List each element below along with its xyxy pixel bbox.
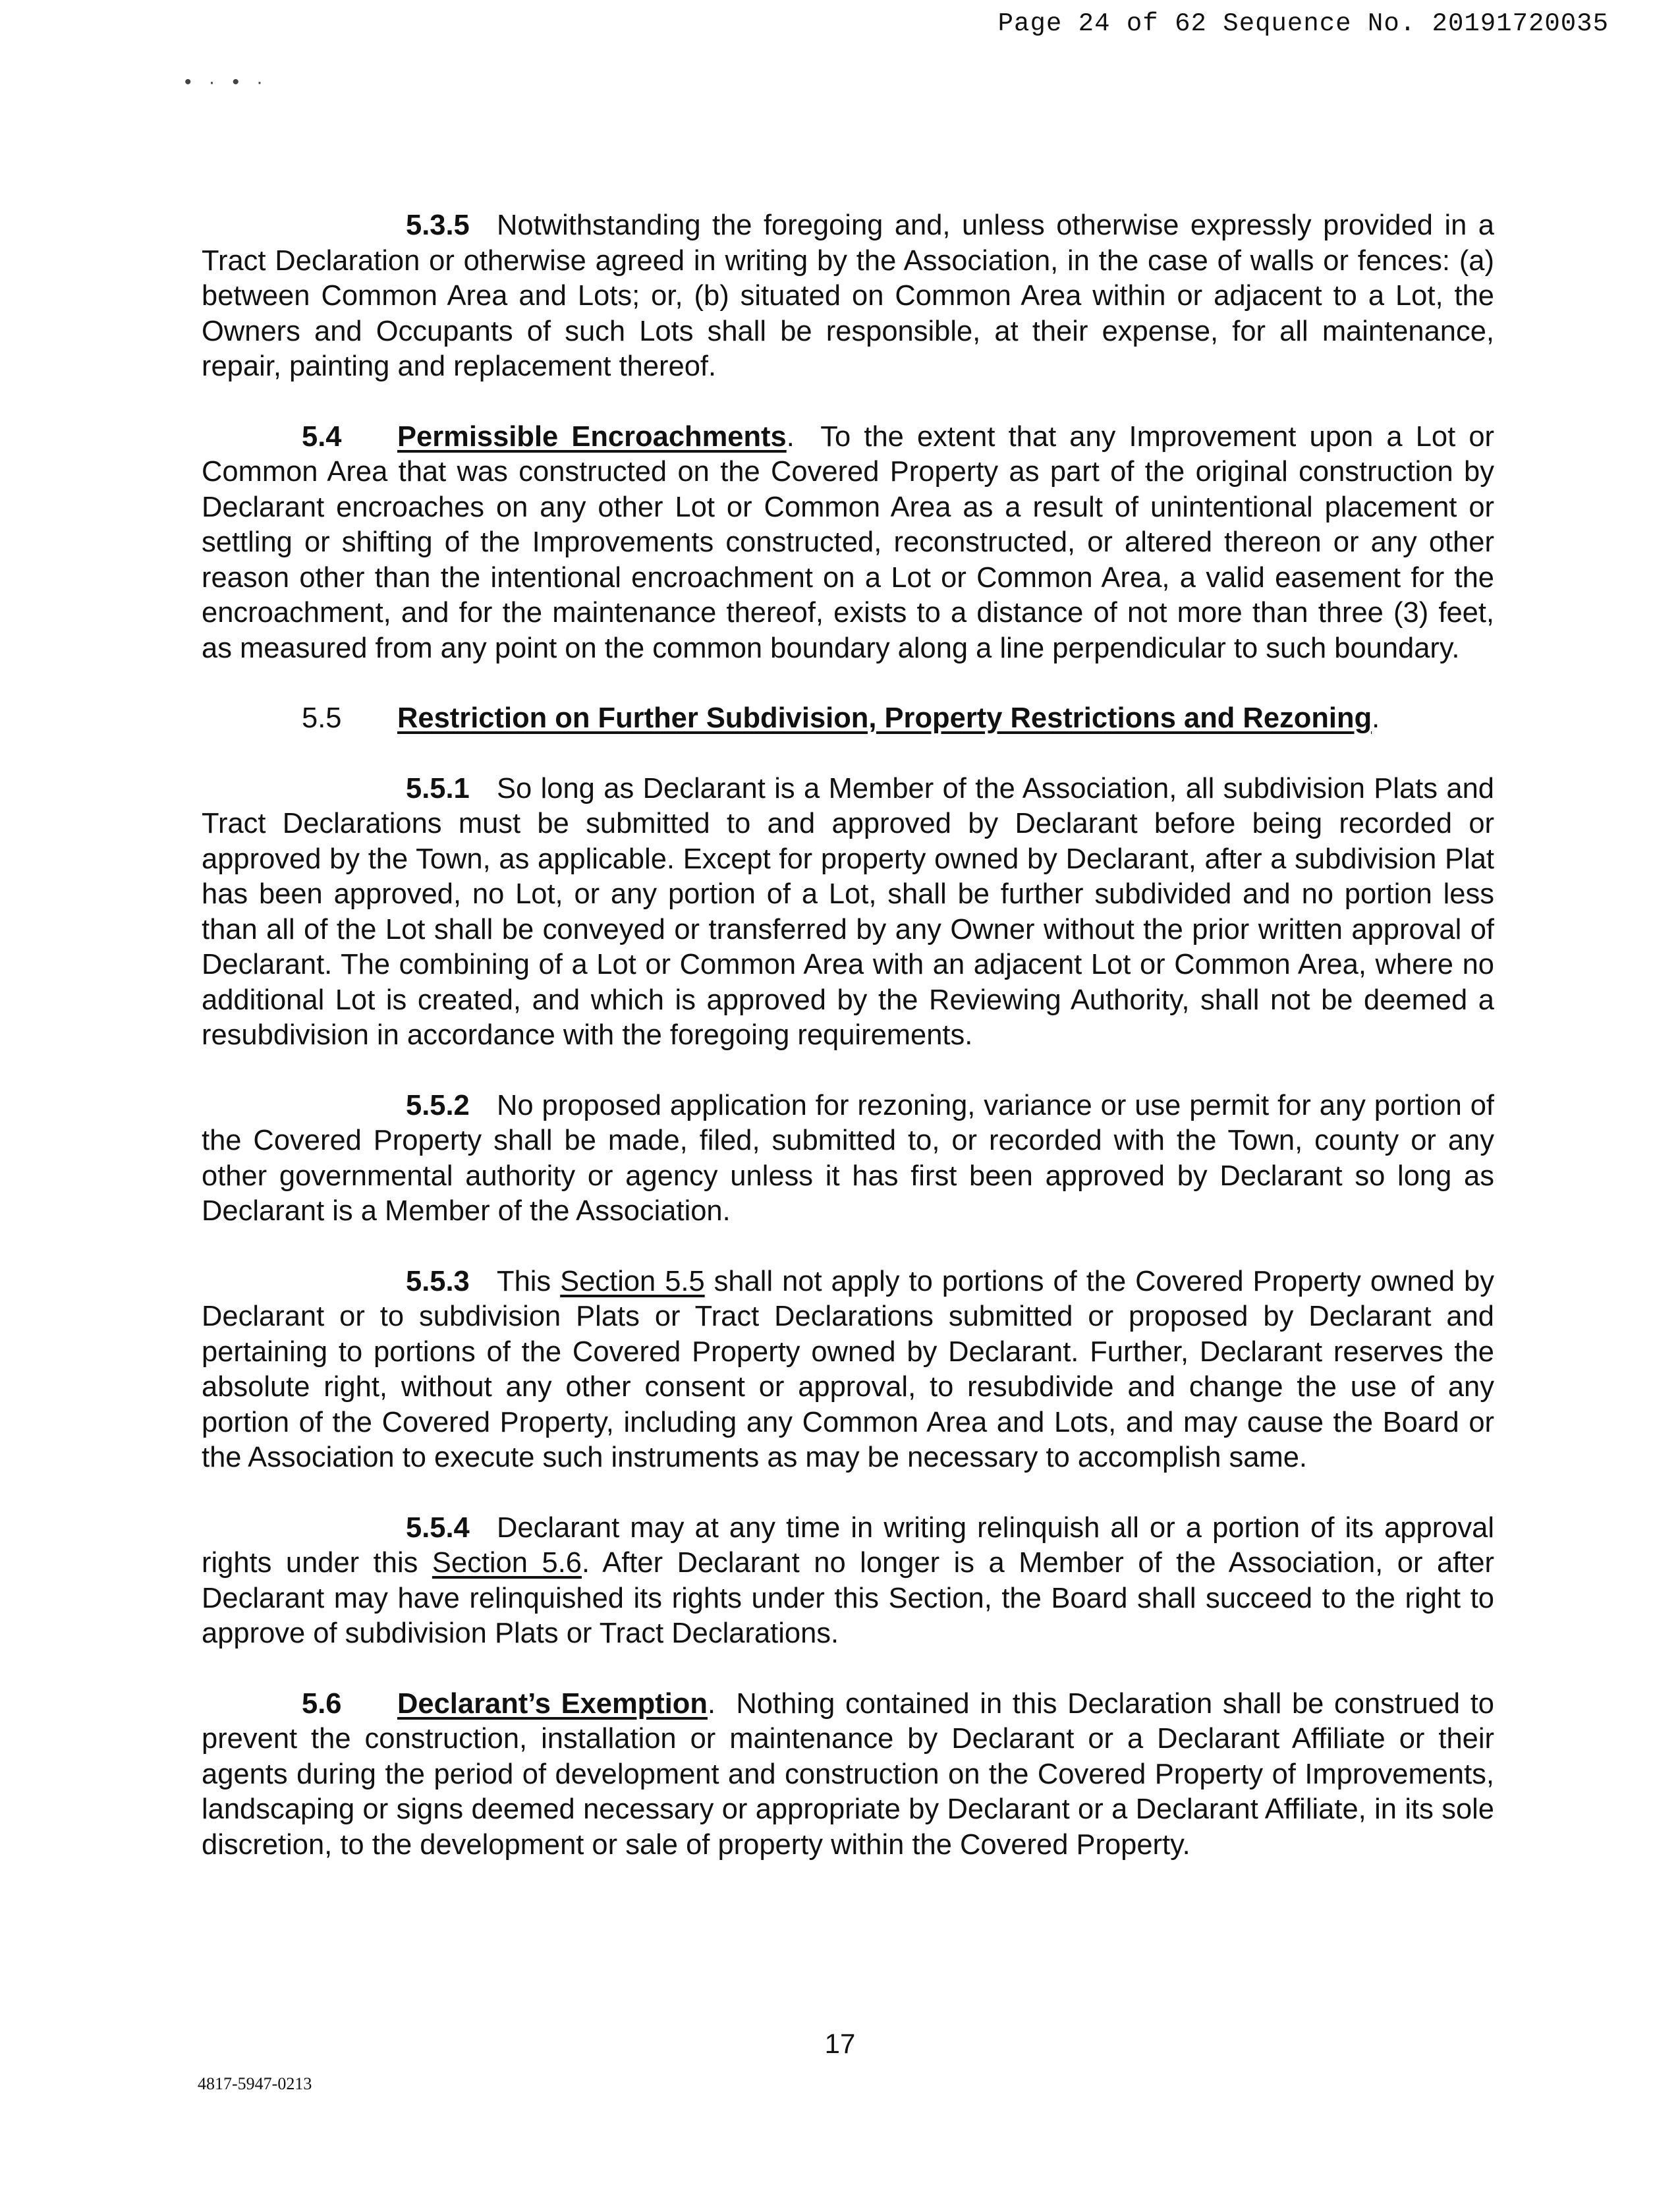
heading-period: . — [1372, 702, 1380, 734]
section-5-5-4 — [202, 1511, 1494, 1652]
section-number: 5.6 — [302, 1687, 342, 1720]
speck: • — [184, 71, 192, 93]
document-id: 4817-5947-0213 — [198, 2074, 312, 2093]
section-text: Notwithstanding the foregoing and, unless otherwise expressly provided in a Tract Declaration or otherwise agreed in writing by the Association, in the case of walls or fences: (a) between Common Area and Lots; or, (b) situated on Common Area within or adjacent to a Lot, the Owners and Occupants of such Lots shall be responsible, at their expense, for all maintenance, repair, painting and replacement thereof. — [202, 210, 1494, 382]
page-sequence-header: Page 24 of 62 Sequence No. 20191720035 — [997, 9, 1609, 38]
section-number: 5.3.5 — [406, 210, 470, 241]
section-5-6 — [202, 1687, 1494, 1863]
document-body — [202, 208, 1494, 1898]
heading-period: . — [786, 420, 795, 453]
section-text-continued: shall not apply to portions of the Covered Property owned by Declarant or to subdivision Plats or Tract Declarations submitted or proposed by Declarant and pertaining to portions of the Covered Property owned by Declarant. Further, Declarant reserves the absolute right, without any other consent or approval, to resubdivide and change the use of any portion of the Covered Property, including any Common Area and Lots, and may cause the Board or the Association to execute such instruments as may be necessary to accomplish same. — [202, 1265, 1494, 1473]
section-5-3-5 — [202, 208, 1494, 385]
section-5-5 — [202, 701, 1494, 737]
section-text: To the extent that any Improvement upon a Lot or Common Area that was constructed on the Covered Property as part of the original construction by Declarant encroaches on any other Lot or Common Area as a result of unintentional placement or settling or shifting of the Improvements constructed, reconstructed, or altered thereon or any other reason other than the intentional encroachment on a Lot or Common Area, a valid easement for the encroachment, and for the maintenance thereof, exists to a distance of not more than three (3) feet, as measured from any point on the common boundary along a line perpendicular to such boundary. — [202, 420, 1495, 664]
page-number: 17 — [824, 2028, 856, 2059]
section-5-4 — [202, 420, 1494, 667]
speck: · — [208, 71, 215, 93]
section-text: So long as Declarant is a Member of the Association, all subdivision Plats and Tract Declarations must be submitted to and approved by Declarant before being recorded or approved by the Town, as applicable. Except for property owned by Declarant, after a subdivision Plat has been approved, no Lot, or any portion of a Lot, shall be further subdivided and no portion less than all of the Lot shall be conveyed or transferred by any Owner without the prior written approval of Declarant. The combining of a Lot or Common Area with an adjacent Lot or Common Area, where no additional Lot is created, and which is approved by the Reviewing Authority, shall not be deemed a resubdivision in accordance with the foregoing requirements. — [202, 772, 1494, 1051]
section-heading: Declarant’s Exemption — [397, 1687, 708, 1720]
speck: · — [256, 71, 264, 93]
section-text: No proposed application for rezoning, variance or use permit for any portion of the Covered Property shall be made, filed, submitted to, or recorded with the Town, county or any other governmental authority or agency unless it has first been approved by Declarant so long as Declarant is a Member of the Association. — [202, 1089, 1494, 1227]
section-number: 5.5.1 — [406, 772, 470, 804]
section-reference-link[interactable]: Section 5.5 — [560, 1265, 705, 1297]
section-number: 5.5.3 — [406, 1265, 470, 1297]
heading-period: . — [707, 1687, 716, 1720]
section-text: Declarant may at any time in writing relinquish all or a portion of its approval rights under this — [202, 1511, 1494, 1579]
section-5-5-2 — [202, 1088, 1494, 1229]
section-number: 5.5.2 — [406, 1089, 470, 1121]
section-number: 5.5 — [302, 702, 342, 734]
section-heading: Permissible Encroachments — [397, 420, 787, 453]
section-5-5-3 — [202, 1264, 1494, 1476]
section-number: 5.5.4 — [406, 1511, 470, 1544]
scan-specks — [184, 71, 280, 94]
section-text: This — [497, 1265, 561, 1297]
section-heading: Restriction on Further Subdivision, Property Restrictions and Rezoning — [397, 702, 1372, 734]
section-number: 5.4 — [302, 420, 342, 453]
section-5-5-1 — [202, 772, 1494, 1054]
section-text: Nothing contained in this Declaration shall be construed to prevent the construction, installation or maintenance by Declarant or a Declarant Affiliate or their agents during the period of development and construction on the Covered Property of Improvements, landscaping or signs deemed necessary or appropriate by Declarant or a Declarant Affiliate, in its sole discretion, to the development or sale of property within the Covered Property. — [202, 1687, 1495, 1861]
speck: • — [232, 71, 240, 93]
section-text-continued: . After Declarant no longer is a Member of the Association, or after Declarant may have relinquished its rights under this Section, the Board shall succeed to the right to approve of subdivision Plats or Tract Declarations. — [202, 1547, 1495, 1649]
section-reference-link[interactable]: Section 5.6 — [432, 1547, 582, 1579]
